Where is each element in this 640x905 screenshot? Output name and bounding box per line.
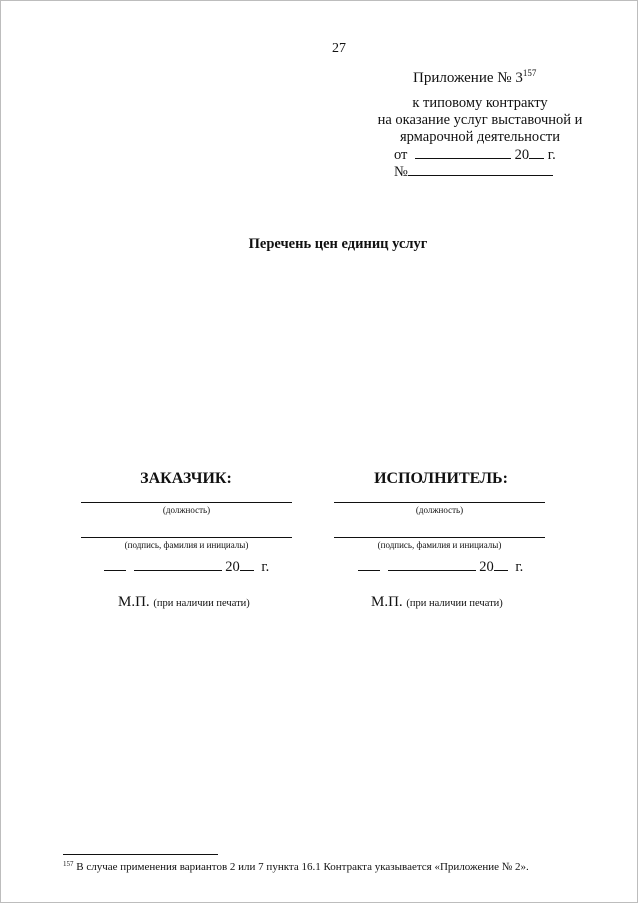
footnote: [63, 860, 529, 873]
reference-line-1: к типовому контракту: [412, 95, 548, 111]
contractor-title: ИСПОЛНИТЕЛЬ:: [374, 470, 508, 487]
customer-signature-line: [81, 537, 292, 538]
customer-title: ЗАКАЗЧИК:: [140, 470, 232, 487]
customer-month-blank: [134, 558, 222, 571]
footnote-marker: 157: [63, 860, 74, 868]
date-year-prefix: 20: [514, 147, 530, 163]
contract-date-line: [394, 146, 556, 164]
contractor-day-blank: [358, 558, 380, 571]
reference-line-3: ярмарочной деятельности: [399, 129, 561, 145]
appendix-footnote-ref: 157: [522, 68, 537, 78]
number-label: №: [394, 164, 408, 180]
contractor-signature-caption: (подпись, фамилия и инициалы): [377, 540, 502, 550]
contractor-position-line: [334, 502, 545, 503]
customer-year-blank: [240, 558, 254, 571]
page-number: 27: [332, 41, 346, 56]
appendix-heading: [413, 68, 536, 87]
document-title: Перечень цен единиц услуг: [248, 236, 428, 252]
contract-number-line: [394, 163, 553, 181]
customer-position-line: [81, 502, 292, 503]
customer-signature-caption: (подпись, фамилия и инициалы): [124, 540, 249, 550]
contractor-seal-label: М.П.: [371, 594, 403, 610]
contractor-year-prefix: 20: [479, 559, 494, 575]
customer-position-caption: (должность): [162, 505, 211, 515]
customer-date-line: [104, 558, 269, 576]
customer-day-blank: [104, 558, 126, 571]
customer-seal-label: М.П.: [118, 594, 150, 610]
contractor-signature-line: [334, 537, 545, 538]
date-from-label: от: [394, 147, 408, 163]
customer-year-suffix: г.: [261, 559, 270, 575]
contractor-seal-note: (при наличии печати): [406, 598, 503, 609]
footnote-separator: [63, 854, 218, 855]
date-year-suffix: г.: [547, 147, 556, 163]
customer-seal-note: (при наличии печати): [153, 598, 250, 609]
footnote-text: В случае применения вариантов 2 или 7 пункта 16.1 Контракта указывается «Приложение № 2».: [76, 861, 529, 873]
date-blank: [415, 146, 511, 159]
date-year-blank: [529, 146, 544, 159]
contractor-year-blank: [494, 558, 508, 571]
contractor-month-blank: [388, 558, 476, 571]
customer-seal: [118, 594, 250, 611]
contractor-position-caption: (должность): [415, 505, 464, 515]
appendix-label: Приложение № 3: [413, 70, 523, 86]
number-blank: [408, 163, 553, 176]
contractor-seal: [371, 594, 503, 611]
contractor-year-suffix: г.: [515, 559, 524, 575]
reference-line-2: на оказание услуг выставочной и: [377, 112, 583, 128]
contractor-date-line: [358, 558, 523, 576]
customer-year-prefix: 20: [225, 559, 240, 575]
